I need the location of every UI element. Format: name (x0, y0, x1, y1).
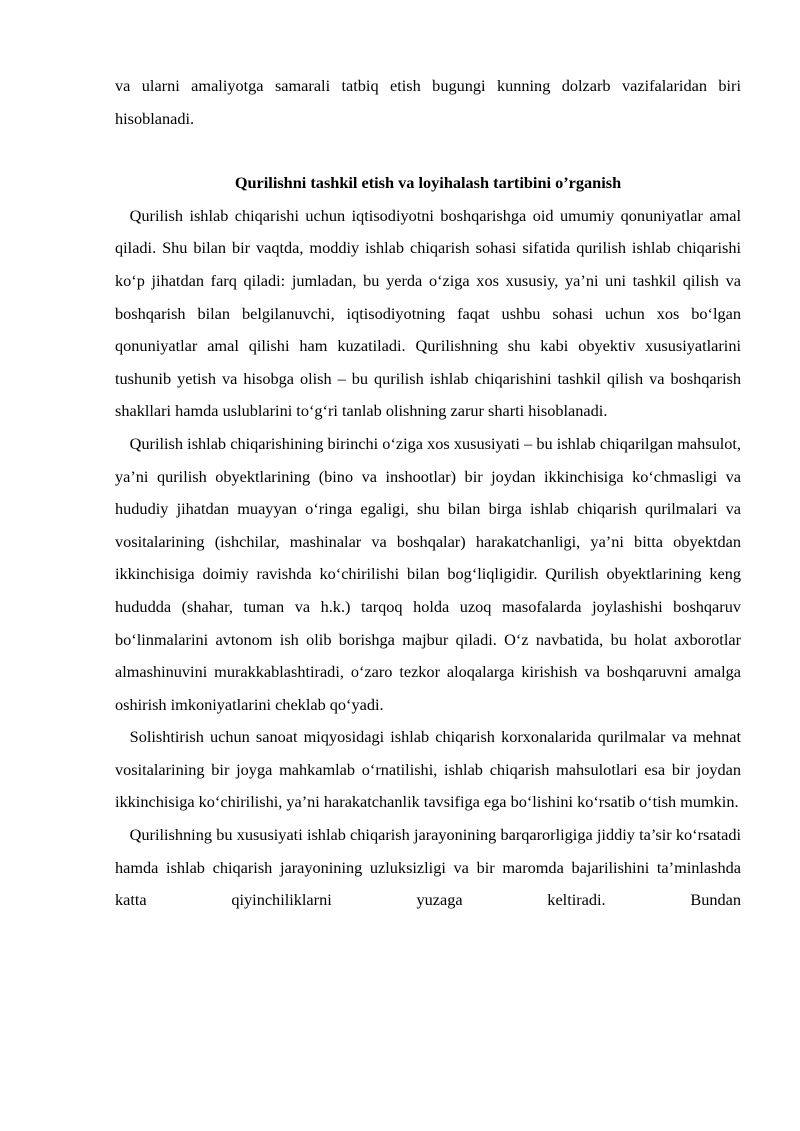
body-paragraph: Solishtirish uchun sanoat miqyosidagi ishlab chiqarish korxonalarida qurilmalar va mehnat vositalarining bir joyga mahkamlab o‘rnatilishi, ishlab chiqarish mahsulotlari esa bir joydan ikkinchisiga ko‘chirilishi, ya’ni harakatchanlik tavsifiga ega bo‘lishini ko‘rsatib o‘tish mumkin. (115, 727, 741, 812)
document-page (115, 70, 741, 917)
body-paragraph: Qurilish ishlab chiqarishi uchun iqtisodiyotni boshqarishga oid umumiy qonuniyatlar amal qiladi. Shu bilan bir vaqtda, moddiy ishlab chiqarish sohasi sifatida qurilish ishlab chiqarishi ko‘p jihatdan farq qiladi: jumladan, bu yerda o‘ziga xos xususiy, ya’ni uni tashkil qilish va boshqarish bilan belgilanuvchi, iqtisodiyotning faqat ushbu sohasi uchun xos bo‘lgan qonuniyatlar amal qilishi ham kuzatiladi. Qurilishning shu kabi obyektiv xususiyatlarini tushunib yetish va hisobga olish – bu qurilish ishlab chiqarishini tashkil qilish va boshqarish shakllari hamda uslublarini to‘g‘ri tanlab olishning zarur sharti hisoblanadi. (115, 205, 741, 421)
intro-paragraph: va ularni amaliyotga samarali tatbiq etish bugungi kunning dolzarb vazifalaridan biri hisoblanadi. (115, 76, 741, 128)
section-heading: Qurilishni tashkil etish va loyihalash tartibini o’rganish (234, 173, 622, 193)
body-paragraph: Qurilishning bu xususiyati ishlab chiqarish jarayonining barqarorligiga jiddiy ta’sir ko‘rsatadi hamda ishlab chiqarish jarayonining uzluksizligi va bir maromda bajarilishini ta’minlashda katta qiyinchiliklarni yuzaga keltiradi. Bundan (115, 825, 741, 910)
body-paragraph: Qurilish ishlab chiqarishining birinchi o‘ziga xos xususiyati – bu ishlab chiqarilgan mahsulot, ya’ni qurilish obyektlarining (bino va inshootlar) bir joydan ikkinchisiga ko‘chmasligi va hududiy jihatdan muayyan o‘ringa egaligi, shu bilan birga ishlab chiqarish qurilmalari va vositalarining (ishchilar, mashinalar va boshqalar) harakatchanligi, ya’ni bitta obyektdan ikkinchisiga doimiy ravishda ko‘chirilishi bilan bog‘liqligidir. Qurilish obyektlarining keng hududda (shahar, tuman va h.k.) tarqoq holda uzoq masofalarda joylashishi boshqaruv bo‘linmalarini avtonom ish olib borishga majbur qiladi. O‘z navbatida, bu holat axborotlar almashinuvini murakkablashtiradi, o‘zaro tezkor aloqalarga kirishish va boshqaruvni amalga oshirish imkoniyatlarini cheklab qo‘yadi. (115, 433, 741, 714)
